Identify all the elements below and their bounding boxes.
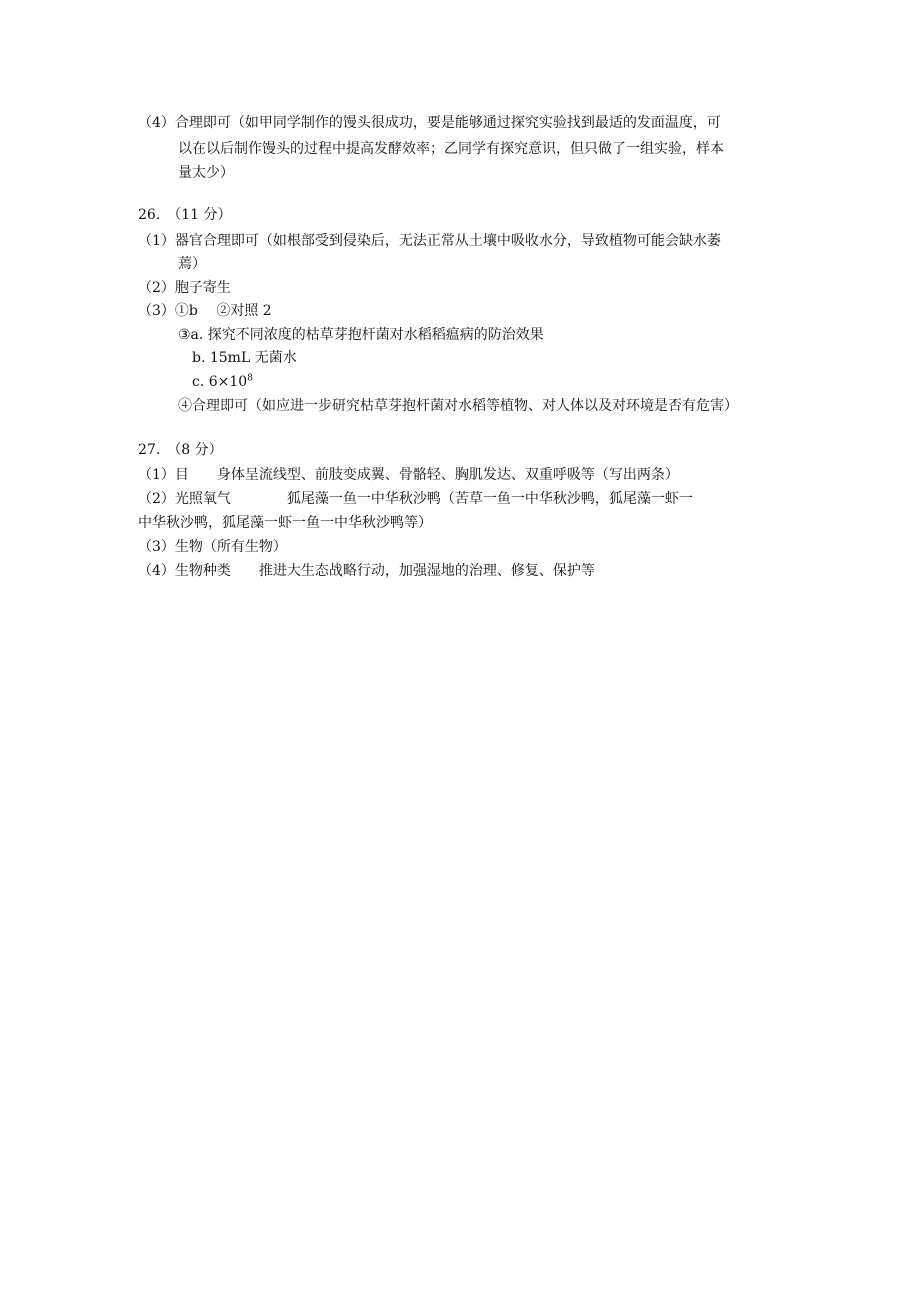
q27-part2-line2: 中华秋沙鸭，狐尾藻一虾一鱼一中华秋沙鸭等） bbox=[138, 515, 432, 531]
q25-part4-line3: 量太少） bbox=[178, 165, 234, 181]
q26-part1-line1: （1）器官合理即可（如根部受到侵染后，无法正常从土壤中吸收水分，导致植物可能会缺水萎 bbox=[138, 233, 721, 249]
q26-part3-line1: （3）①b ②对照 2 bbox=[138, 303, 272, 319]
q26-part3-c-exponent: 8 bbox=[247, 373, 253, 384]
q26-part3-a: ③a. 探究不同浓度的枯草芽抱杆菌对水稻稻瘟病的防治效果 bbox=[178, 327, 544, 343]
q26-header: 26. （11 分） bbox=[138, 207, 232, 223]
q27-part4: （4）生物种类 推进大生态战略行动，加强湿地的治理、修复、保护等 bbox=[138, 563, 595, 579]
q25-part4-line2: 以在以后制作馒头的过程中提高发酵效率；乙同学有探究意识，但只做了一组实验，样本 bbox=[178, 141, 724, 157]
q26-part3-b: b. 15mL 无菌水 bbox=[192, 350, 297, 366]
q27-part3: （3）生物（所有生物） bbox=[138, 539, 287, 555]
q26-part3-d: ④合理即可（如应进一步研究枯草芽抱杆菌对水稻等植物、对人体以及对环境是否有危害） bbox=[178, 398, 738, 414]
q27-part2-line1: （2）光照氧气 狐尾藻一鱼一中华秋沙鸭（苦草一鱼一中华秋沙鸭，狐尾藻一虾一 bbox=[138, 491, 693, 507]
q26-part3-c bbox=[192, 372, 253, 392]
q26-part1-line2: 蔫） bbox=[178, 256, 206, 272]
q27-header: 27. （8 分） bbox=[138, 442, 223, 458]
q26-part2: （2）胞子寄生 bbox=[138, 280, 231, 296]
q25-part4-line1: （4）合理即可（如甲同学制作的馒头很成功，要是能够通过探究实验找到最适的发面温度，可 bbox=[138, 115, 721, 131]
q27-part1: （1）目 身体呈流线型、前肢变成翼、骨骼轻、胸肌发达、双重呼吸等（写出两条） bbox=[138, 467, 679, 483]
q26-part3-c-base: c. 6×10 bbox=[192, 374, 248, 390]
